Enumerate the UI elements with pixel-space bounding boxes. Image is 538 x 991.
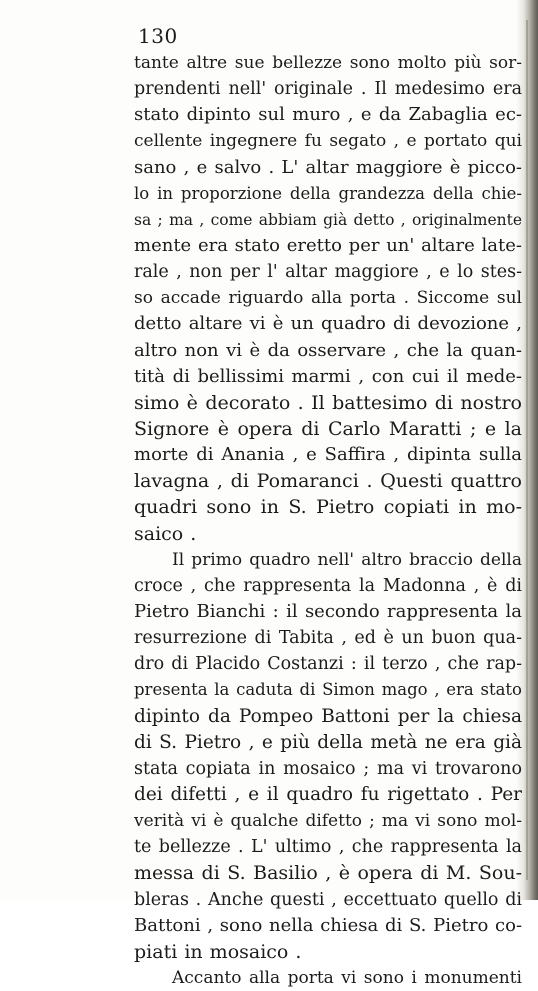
text-line: sano , e salvo . L' altar maggiore è picco-: [134, 156, 522, 178]
text-line: Battoni , sono nella chiesa di S. Pietro co-: [134, 914, 523, 936]
text-line: so accade riguardo alla porta . Siccome sul: [134, 288, 522, 309]
text-line: saico .: [134, 522, 197, 545]
text-line: stato dipinto sul muro , e da Zabaglia ec-: [134, 104, 522, 126]
text-line: dro di Placido Costanzi : il terzo , che rap-: [134, 654, 522, 675]
text-line: di S. Pietro , e più della metà ne era già: [134, 731, 522, 753]
text-line: mente era stato eretto per un' altare late-: [134, 234, 522, 256]
body-text: [134, 50, 522, 991]
text-line: resurrezione di Tabita , ed è un buon qua-: [134, 628, 522, 649]
text-line: lo in proporzione della grandezza della chie-: [134, 183, 522, 203]
text-line: Signore è opera di Carlo Maratti ; e la: [134, 417, 522, 440]
text-line: quadri sono in S. Pietro copiati in mo-: [134, 496, 522, 519]
text-line: morte di Anania , e Saffira , dipinta sulla: [134, 444, 522, 466]
text-line: dipinto da Pompeo Battoni per la chiesa: [134, 705, 522, 727]
text-line: bleras . Anche questi , eccettuato quello di: [134, 889, 522, 910]
text-line: te bellezze . L' ultimo , che rappresenta la: [134, 837, 522, 858]
text-line: Pietro Bianchi : il secondo rappresenta la: [134, 600, 522, 622]
paragraph-start-line: Accanto alla porta vi sono i monumenti: [172, 967, 522, 988]
text-line: altro non vi è da osservare , che la quan-: [134, 339, 522, 361]
text-line: rale , non per l' altar maggiore , e lo stes-: [134, 262, 522, 283]
text-line: prendenti nell' originale . Il medesimo era: [134, 79, 522, 100]
text-line: detto altare vi è un quadro di devozione ,: [134, 313, 522, 335]
text-line: dei difetti , e il quadro fu rigettato . Per: [134, 783, 522, 805]
text-line: verità vi è qualche difetto ; ma vi sono mol-: [134, 811, 522, 832]
page-number: 130: [138, 24, 178, 48]
text-line: presenta la caduta di Simon mago , era stato: [134, 680, 522, 700]
text-line: messa di S. Basilio , è opera di M. Sou-: [134, 862, 522, 885]
text-line: stata copiata in mosaico ; ma vi trovarono: [134, 758, 522, 779]
text-line: piati in mosaico .: [134, 940, 302, 963]
text-line: tante altre sue bellezze sono molto più sor-: [134, 53, 522, 73]
text-line: croce , che rappresenta la Madonna , è di: [134, 575, 522, 596]
page-gutter-shadow: [526, 20, 528, 880]
text-line: sa ; ma , come abbiam già detto , originalmente: [134, 210, 522, 229]
text-line: simo è decorato . Il battesimo di nostro: [134, 391, 522, 414]
text-line: tità di bellissimi marmi , con cui il mede-: [134, 365, 522, 387]
text-line: cellente ingegnere fu segato , e portato qui: [134, 131, 522, 152]
paragraph-start-line: Il primo quadro nell' altro braccio della: [172, 549, 522, 570]
text-line: lavagna , di Pomaranci . Questi quattro: [134, 470, 522, 493]
